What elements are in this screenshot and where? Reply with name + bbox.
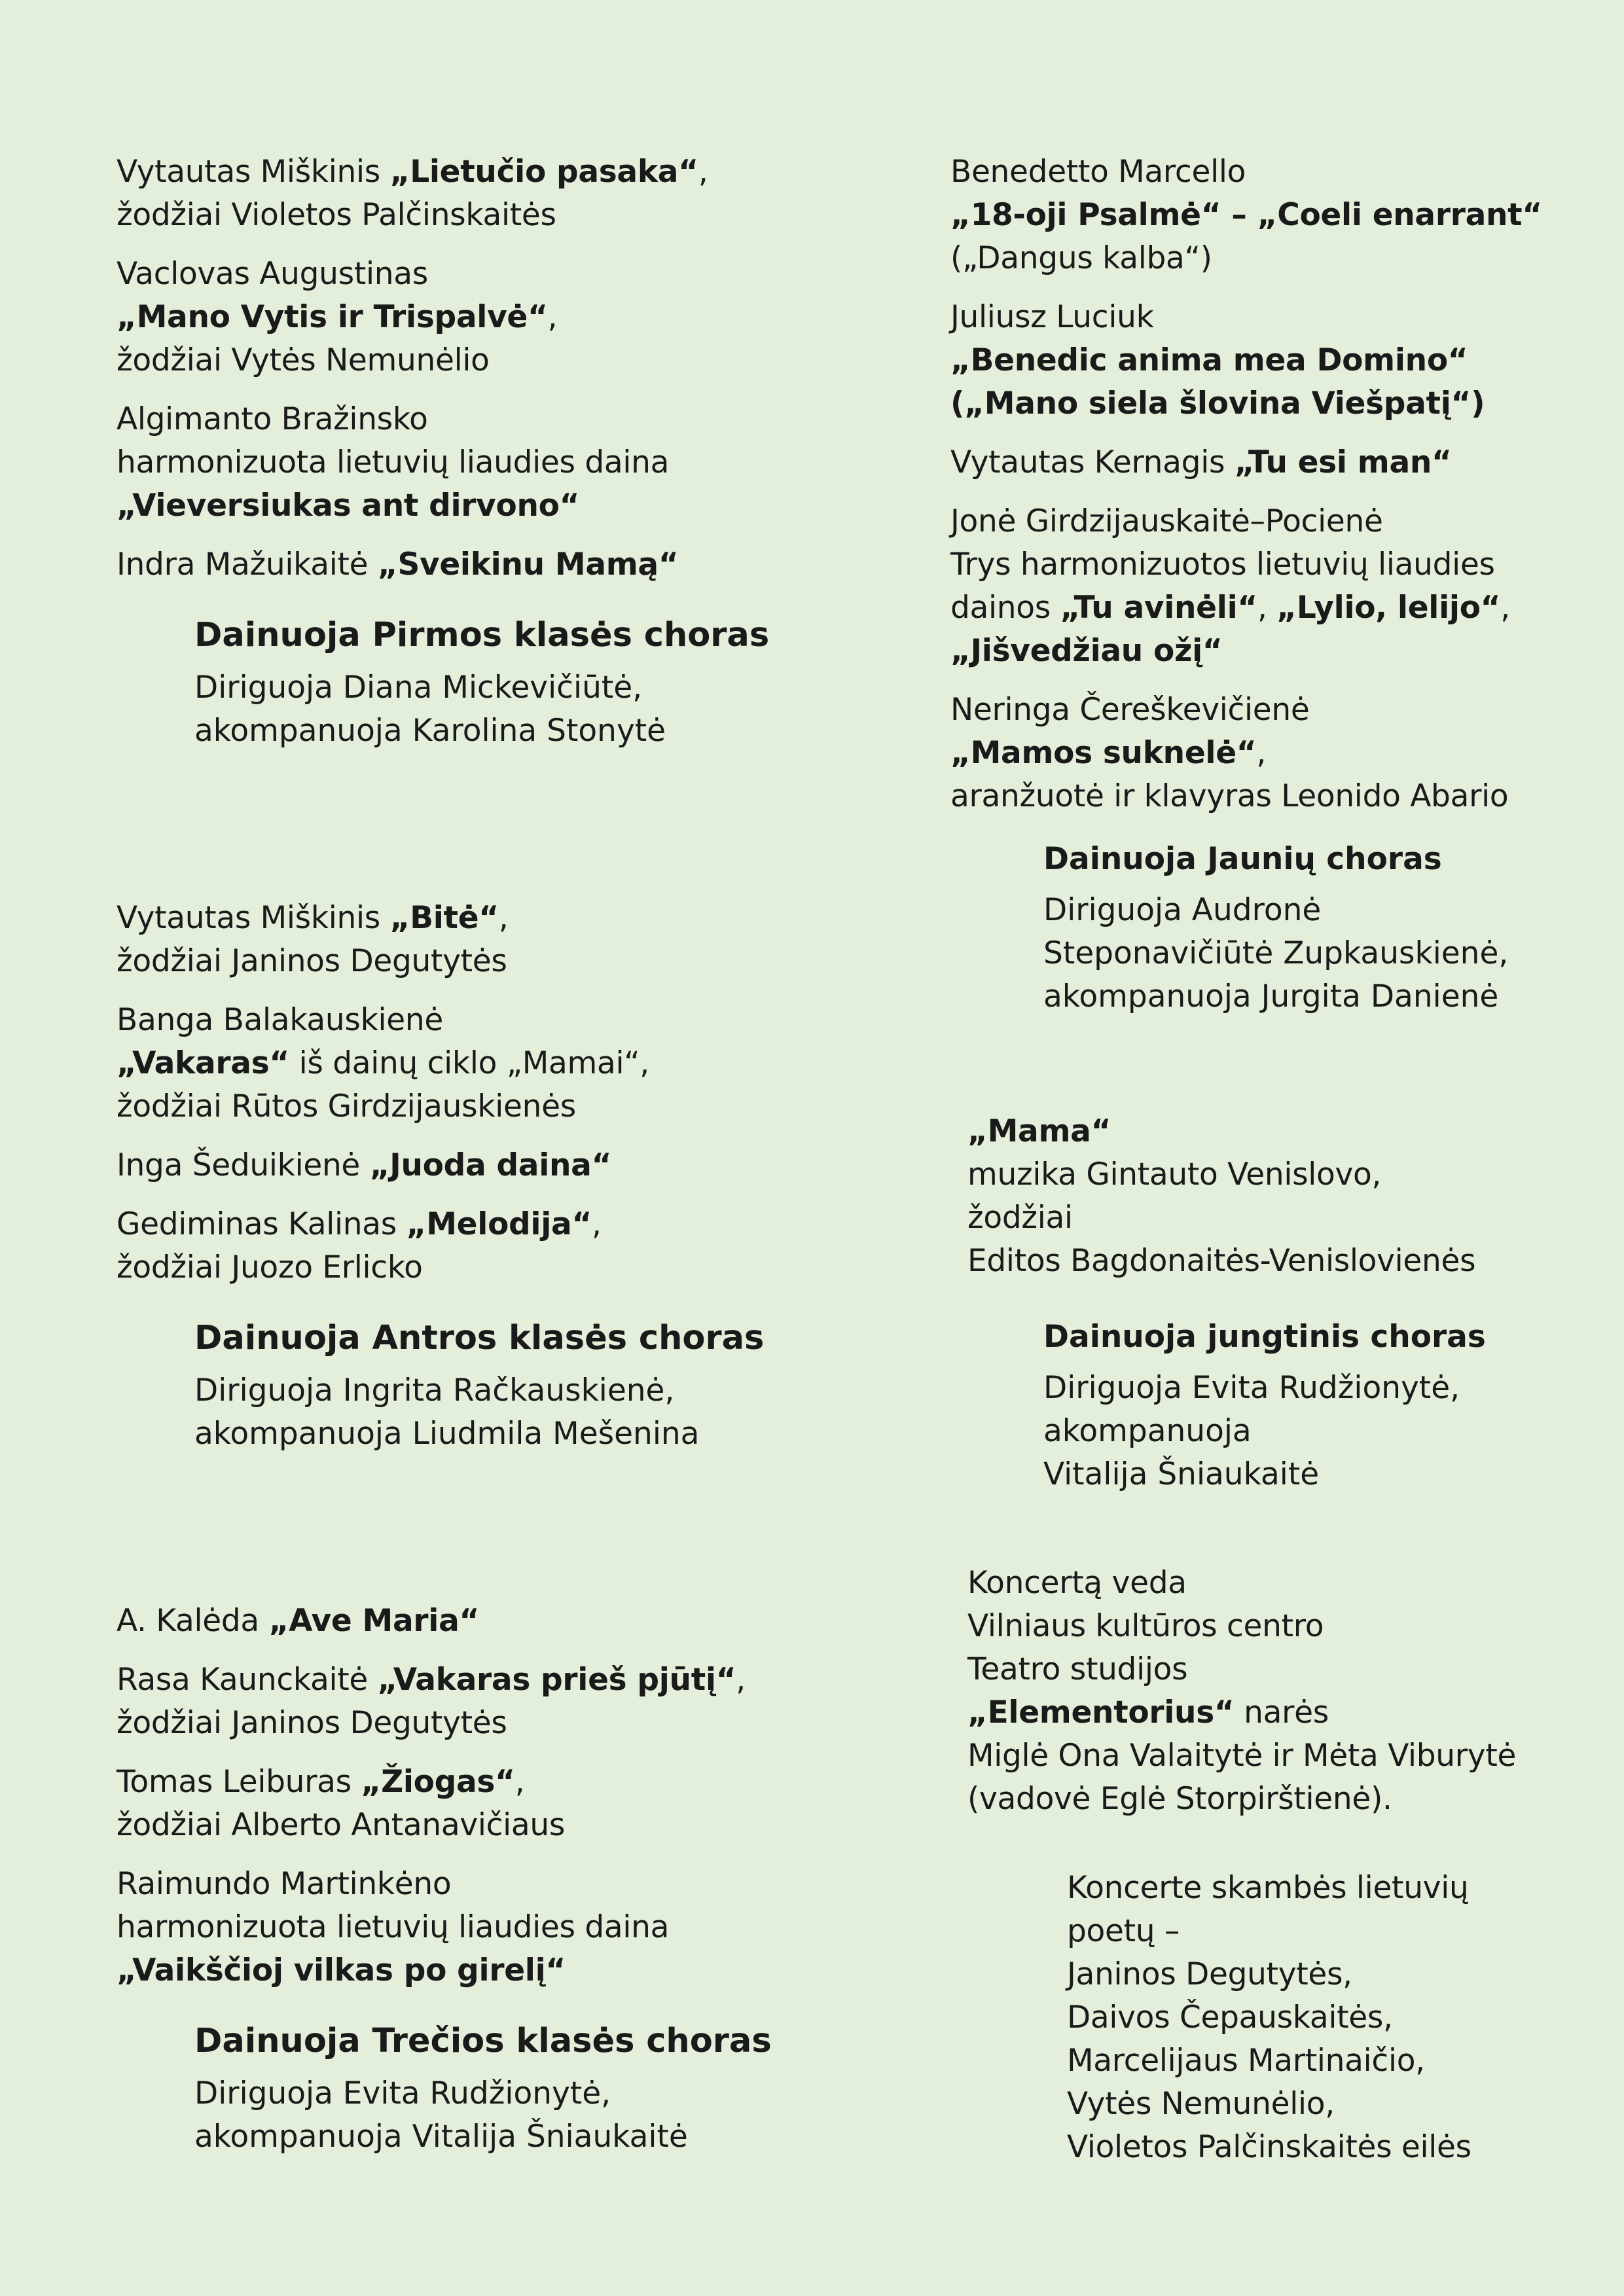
program-item: Neringa Čereškevičienė „Mamos suknelė“, aranžuotė ir klavyras Leonido Abario bbox=[950, 692, 1509, 814]
song-title: „Juoda daina“ bbox=[369, 1147, 612, 1183]
song-title: „Sveikinu Mamą“ bbox=[377, 547, 679, 583]
song-title: „Vieversiukas ant dirvono“ bbox=[117, 488, 580, 524]
song-title: „Bitė“ bbox=[389, 900, 499, 936]
program-item: Juliusz Luciuk „Benedic anima mea Domino“ („Mano siela šlovina Viešpatį“) bbox=[950, 296, 1605, 425]
song-title: „Mamos suknelė“ bbox=[950, 735, 1257, 771]
song-title: „Mano Vytis ir Trispalvė“ bbox=[117, 299, 548, 335]
song-title: „Ave Maria“ bbox=[268, 1603, 480, 1639]
program-item: Vytautas Miškinis „Lietučio pasaka“, žodžiai Violetos Palčinskaitės bbox=[117, 154, 708, 233]
program-item: Algimanto Bražinsko harmonizuota lietuvių liaudies daina „Vieversiukas ant dirvono“ bbox=[117, 398, 902, 528]
song-title: „Lylio, lelijo“ bbox=[1276, 590, 1501, 626]
choir-block: Dainuoja Pirmos klasės choras Diriguoja Diana Mickevičiūtė, akompanuoja Karolina Stonytė bbox=[194, 613, 902, 753]
song-title: „Vakaras“ bbox=[117, 1045, 289, 1081]
song-title: „Vaikščioj vilkas po girelį“ bbox=[117, 1952, 566, 1988]
choir-name: Dainuoja Trečios klasės choras bbox=[194, 2022, 772, 2060]
song-title: „Melodija“ bbox=[406, 1206, 592, 1242]
song-title: „Tu esi man“ bbox=[1234, 444, 1452, 480]
choir-block: Dainuoja Trečios klasės choras Diriguoja Evita Rudžionytė, akompanuoja Vitalija Šniaukaitė bbox=[194, 2018, 902, 2159]
song-title: „Tu avinėli“ bbox=[1060, 590, 1257, 626]
closing-note: Koncerte skambės lietuvių poetų – Janinos Degutytės, Daivos Čepauskaitės, Marcelijaus Martinaičio, Vytės Nemunėlio, Violetos Palčinskaitės eilės bbox=[1067, 1870, 1471, 2165]
choir-block: Dainuoja Jaunių choras Diriguoja Audronė Steponavičiūtė Zupkauskienė, akompanuoja Jurgita Danienė bbox=[1043, 838, 1605, 1018]
song-title: „Mama“ bbox=[967, 1113, 1111, 1149]
program-item: Vaclovas Augustinas „Mano Vytis ir Trispalvė“, žodžiai Vytės Nemunėlio bbox=[117, 256, 558, 378]
program-item: Gediminas Kalinas „Melodija“, žodžiai Juozo Erlicko bbox=[117, 1206, 602, 1285]
program-item: Inga Šeduikienė „Juoda daina“ bbox=[117, 1147, 612, 1183]
program-item: Benedetto Marcello „18-oji Psalmė“ – „Coeli enarrant“ („Dangus kalba“) bbox=[950, 151, 1605, 280]
choir-name: Dainuoja jungtinis choras bbox=[1043, 1319, 1486, 1355]
song-title: „Vakaras prieš pjūtį“ bbox=[377, 1662, 736, 1698]
choir-name: Dainuoja Antros klasės choras bbox=[194, 1319, 765, 1357]
choir-block: Dainuoja jungtinis choras Diriguoja Evita Rudžionytė, akompanuoja Vitalija Šniaukaitė bbox=[1043, 1316, 1605, 1496]
program-item: Banga Balakauskienė „Vakaras“ iš dainų ciklo „Mamai“, žodžiai Rūtos Girdzijauskienės bbox=[117, 1002, 649, 1124]
program-item: Vytautas Miškinis „Bitė“, žodžiai Janinos Degutytės bbox=[117, 900, 509, 979]
song-title: „Jišvedžiau ožį“ bbox=[950, 633, 1223, 669]
program-item: Vytautas Kernagis „Tu esi man“ bbox=[950, 444, 1452, 480]
song-title: „Benedic anima mea Domino“ bbox=[950, 342, 1468, 378]
song-title: „18-oji Psalmė“ – „Coeli enarrant“ bbox=[950, 197, 1542, 233]
program-item: Indra Mažuikaitė „Sveikinu Mamą“ bbox=[117, 547, 679, 583]
host-info: Koncertą veda Vilniaus kultūros centro Teatro studijos „Elementorius“ narės Miglė Ona Valaitytė ir Mėta Viburytė (vadovė Eglė Storpirštienė). bbox=[967, 1565, 1517, 1817]
program-item: Tomas Leiburas „Žiogas“, žodžiai Alberto Antanavičiaus bbox=[117, 1764, 566, 1843]
choir-name: Dainuoja Jaunių choras bbox=[1043, 841, 1442, 877]
program-item: Jonė Girdzijauskaitė–Pocienė Trys harmonizuotos lietuvių liaudies dainos „Tu avinėli“, „Lylio, lelijo“, „Jišvedžiau ožį“ bbox=[950, 500, 1605, 673]
program-item: Raimundo Martinkėno harmonizuota lietuvių liaudies daina „Vaikščioj vilkas po girelį“ bbox=[117, 1863, 902, 1992]
program-item: A. Kalėda „Ave Maria“ bbox=[117, 1603, 480, 1639]
song-title-translation: („Mano siela šlovina Viešpatį“) bbox=[950, 386, 1485, 422]
right-column bbox=[950, 151, 1605, 2185]
left-column bbox=[117, 151, 902, 2159]
program-item: „Mama“ muzika Gintauto Venislovo, žodžiai Editos Bagdonaitės-Venislovienės bbox=[967, 1110, 1605, 1283]
song-title: „Lietučio pasaka“ bbox=[389, 154, 698, 190]
choir-name: Dainuoja Pirmos klasės choras bbox=[194, 616, 770, 655]
program-item: Rasa Kaunckaitė „Vakaras prieš pjūtį“, žodžiai Janinos Degutytės bbox=[117, 1662, 746, 1741]
song-title: „Žiogas“ bbox=[361, 1764, 515, 1800]
choir-block: Dainuoja Antros klasės choras Diriguoja Ingrita Račkauskienė, akompanuoja Liudmila Mešenina bbox=[194, 1316, 902, 1456]
studio-name: „Elementorius“ bbox=[967, 1695, 1235, 1731]
